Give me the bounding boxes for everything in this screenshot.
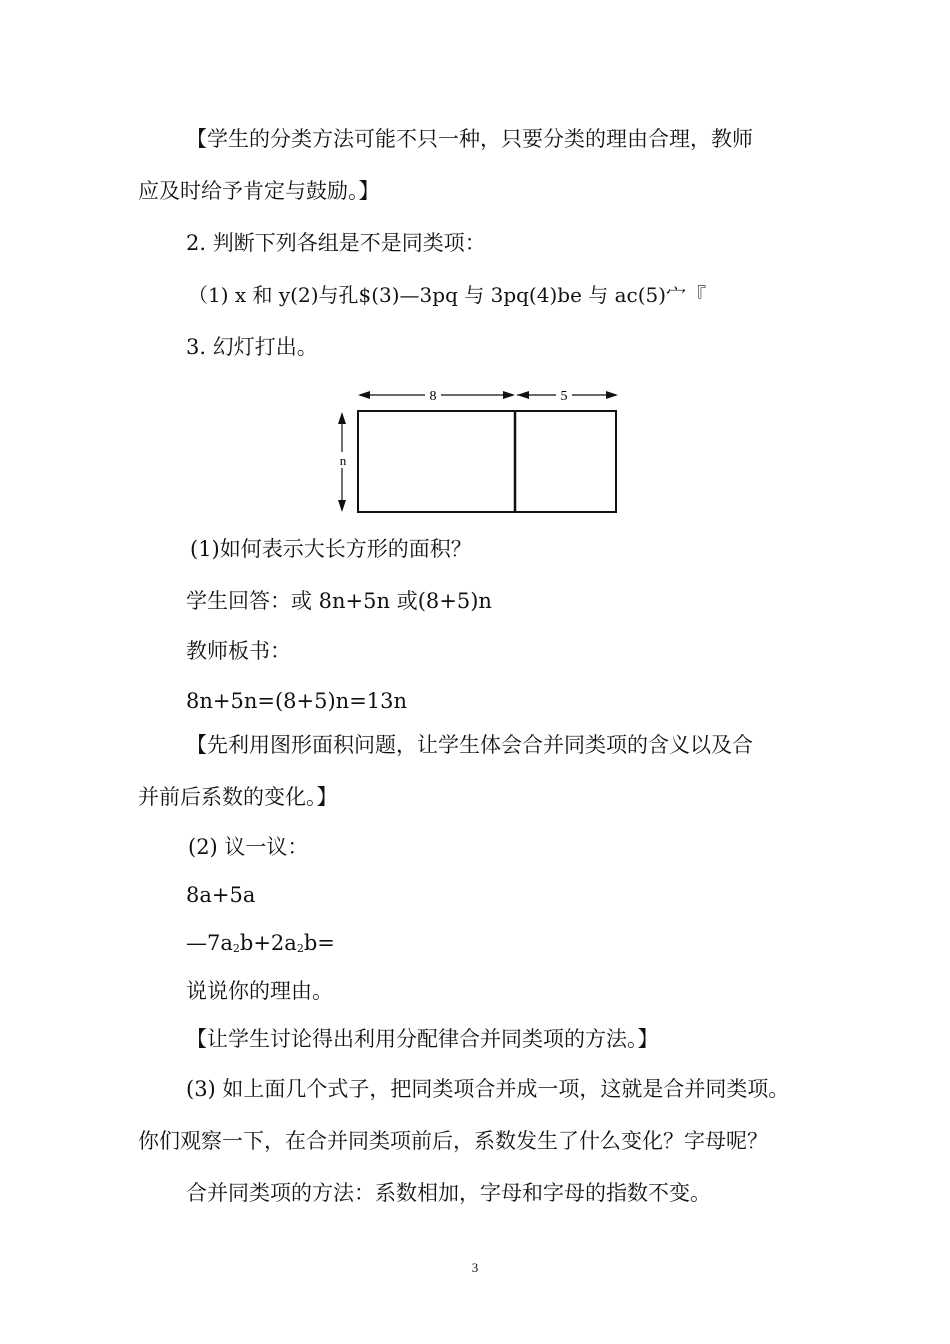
paragraph-line: 合并同类项的方法：系数相加，字母和字母的指数不变。 bbox=[186, 1181, 711, 1205]
subscript: 2 bbox=[296, 942, 304, 955]
formula-part: b+2a bbox=[239, 931, 297, 955]
subscript: 2 bbox=[232, 942, 240, 955]
formula-line: 8n+5n=(8+5)n=13n bbox=[186, 689, 408, 713]
paragraph-line: 你们观察一下，在合并同类项前后，系数发生了什么变化？字母呢？ bbox=[138, 1129, 768, 1153]
formula-line: 8a+5a bbox=[186, 883, 256, 907]
paragraph-line: 应及时给予肯定与鼓励。】 bbox=[138, 179, 380, 203]
question-line: (2) 议一议： bbox=[188, 835, 309, 859]
item-heading: 2. 判断下列各组是不是同类项： bbox=[186, 231, 486, 255]
question-line: (1)如何表示大长方形的面积？ bbox=[190, 537, 472, 561]
item-line: （1) x 和 y(2)与孔$(3)—3pq 与 3pq(4)be 与 ac(5)宀『 bbox=[188, 283, 707, 307]
width-label-8: 8 bbox=[429, 389, 437, 404]
paragraph-line: 【先利用图形面积问题，让学生体会合并同类项的含义以及合 bbox=[186, 733, 753, 757]
formula-part: —7a bbox=[186, 931, 233, 955]
board-heading: 教师板书： bbox=[186, 639, 291, 663]
paragraph-line: 【让学生讨论得出利用分配律合并同类项的方法。】 bbox=[186, 1027, 659, 1051]
height-label-n: n bbox=[339, 453, 347, 468]
width-label-5: 5 bbox=[560, 389, 568, 404]
formula-part: b= bbox=[303, 931, 335, 955]
paragraph-line: 说说你的理由。 bbox=[186, 979, 333, 1003]
formula-line bbox=[186, 930, 335, 962]
page-number: 3 bbox=[471, 1260, 479, 1275]
paragraph-line: 并前后系数的变化。】 bbox=[138, 785, 338, 809]
paragraph-line: (3) 如上面几个式子，把同类项合并成一项，这就是合并同类项。 bbox=[186, 1077, 790, 1101]
item-heading: 3. 幻灯打出。 bbox=[186, 335, 318, 359]
answer-line: 学生回答：或 8n+5n 或(8+5)n bbox=[186, 589, 492, 613]
rectangle-diagram bbox=[328, 384, 628, 518]
paragraph-line: 【学生的分类方法可能不只一种，只要分类的理由合理，教师 bbox=[186, 127, 753, 151]
